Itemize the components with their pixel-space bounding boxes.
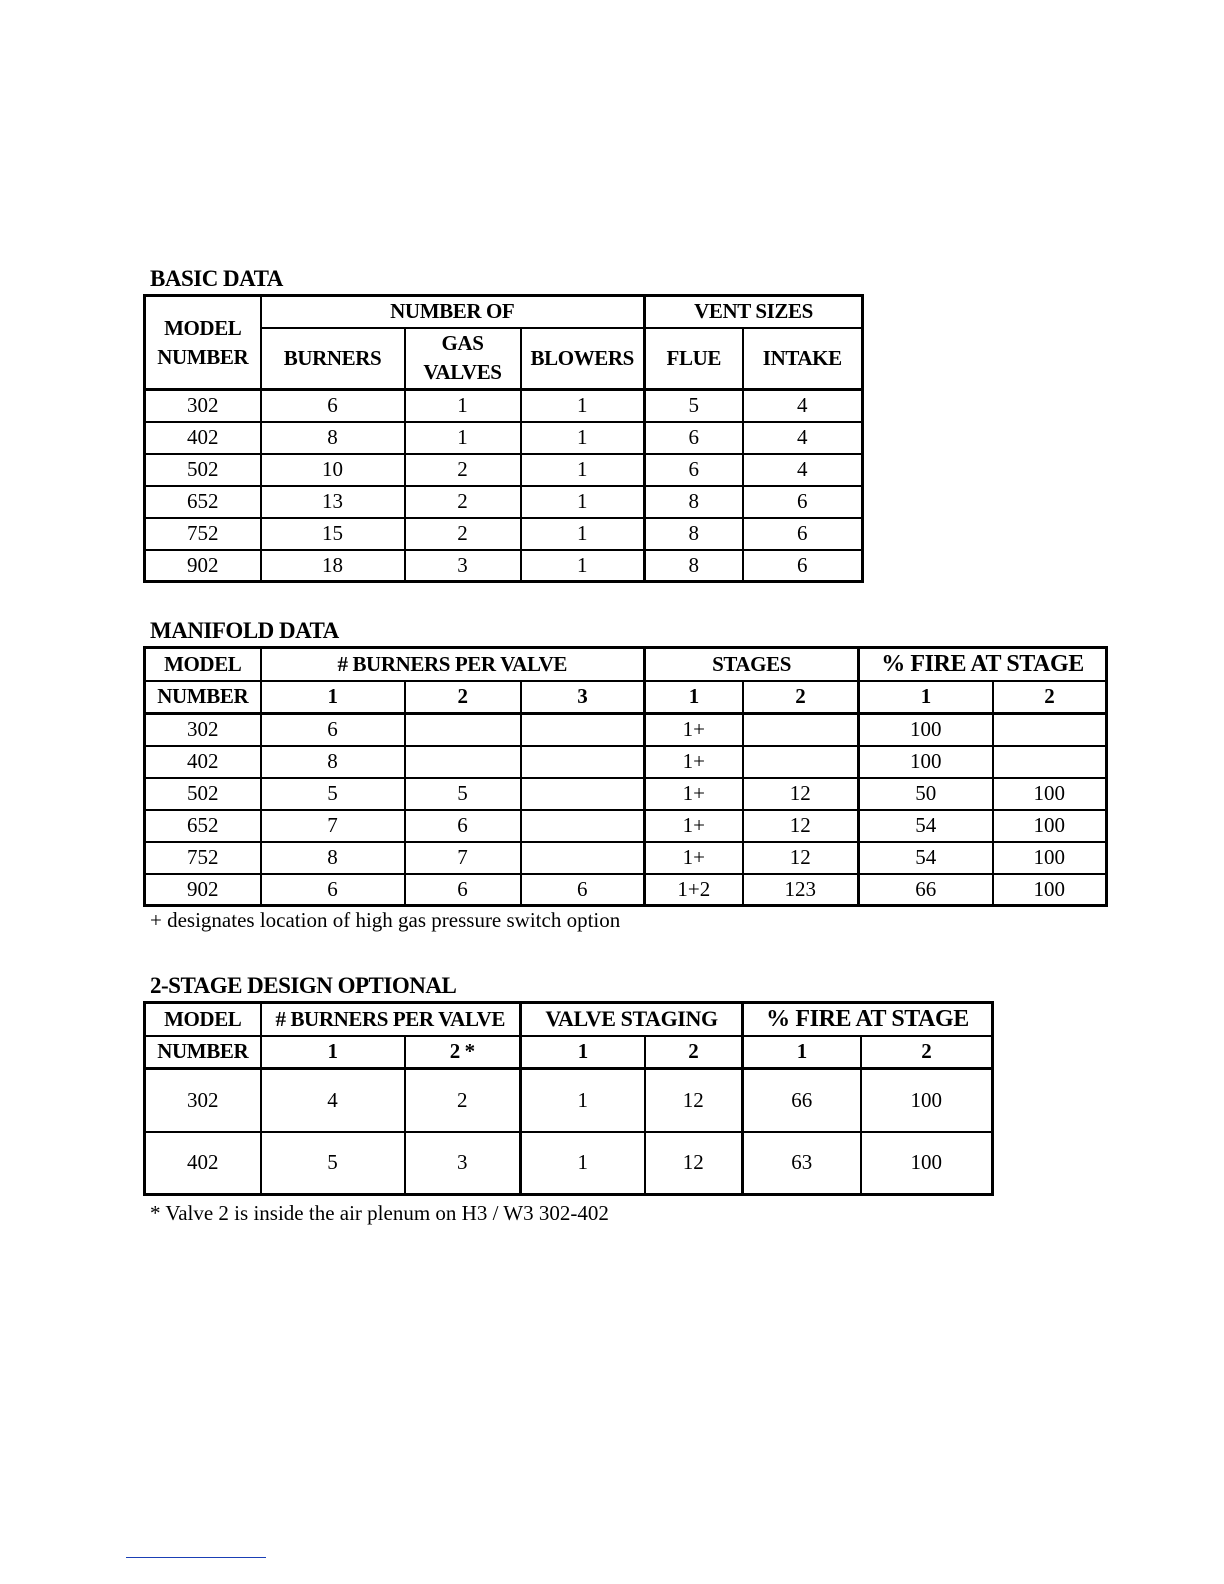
header-valve-staging: VALVE STAGING [521, 1003, 743, 1036]
header-stages: STAGES [645, 648, 859, 681]
subheader-staging-2: 2 [645, 1036, 743, 1069]
table-cell [993, 746, 1107, 778]
table-cell: 54 [859, 842, 993, 874]
subheader-valve-1: 1 [261, 681, 405, 714]
table-cell: 123 [743, 874, 859, 906]
table-cell: 100 [993, 810, 1107, 842]
table-cell: 100 [861, 1132, 993, 1195]
table-cell: 18 [261, 550, 405, 582]
table-cell: 2 [405, 518, 521, 550]
table-cell: 6 [645, 422, 743, 454]
model-number-cell: 752 [145, 518, 261, 550]
subheader-fire-2: 2 [861, 1036, 993, 1069]
table-cell: 4 [261, 1069, 405, 1132]
model-number-cell: 502 [145, 778, 261, 810]
subheader-staging-1: 1 [521, 1036, 645, 1069]
table-cell [521, 810, 645, 842]
table-cell: 6 [743, 550, 863, 582]
table-cell: 1 [521, 518, 645, 550]
table-cell: 1+ [645, 778, 743, 810]
table-cell: 1 [521, 1132, 645, 1195]
table-cell: 100 [993, 842, 1107, 874]
model-number-cell: 302 [145, 714, 261, 746]
table-cell: 12 [743, 842, 859, 874]
subheader-stage-2: 2 [743, 681, 859, 714]
header-blowers: BLOWERS [521, 328, 645, 390]
table-cell: 4 [743, 422, 863, 454]
header-fire-at-stage: % FIRE AT STAGE [743, 1003, 993, 1036]
header-number: NUMBER [145, 681, 261, 714]
table-cell: 5 [405, 778, 521, 810]
table-cell: 6 [521, 874, 645, 906]
subheader-fire-2: 2 [993, 681, 1107, 714]
header-model: MODEL [145, 648, 261, 681]
table-cell: 8 [645, 486, 743, 518]
table-row [145, 778, 1107, 810]
model-number-cell: 902 [145, 874, 261, 906]
table-cell: 6 [743, 486, 863, 518]
table-cell: 1 [521, 550, 645, 582]
footer-rule [126, 1557, 266, 1558]
table-row [145, 454, 863, 486]
model-number-cell: 402 [145, 746, 261, 778]
table-cell [405, 714, 521, 746]
table-cell [993, 714, 1107, 746]
table-cell: 8 [645, 550, 743, 582]
table-cell: 100 [859, 746, 993, 778]
table-cell: 12 [645, 1132, 743, 1195]
table-row [145, 550, 863, 582]
table-cell: 6 [743, 518, 863, 550]
table-cell: 66 [859, 874, 993, 906]
table-cell: 100 [859, 714, 993, 746]
table-cell: 5 [261, 778, 405, 810]
two-stage-table [143, 1001, 994, 1196]
table-row [145, 842, 1107, 874]
table-cell: 6 [261, 714, 405, 746]
table-row [145, 1069, 993, 1132]
two-stage-title: 2-STAGE DESIGN OPTIONAL [150, 973, 457, 998]
table-cell: 8 [261, 842, 405, 874]
table-cell: 3 [405, 550, 521, 582]
table-cell: 4 [743, 390, 863, 422]
subheader-fire-1: 1 [859, 681, 993, 714]
header-burners-per-valve: # BURNERS PER VALVE [261, 1003, 521, 1036]
table-cell: 50 [859, 778, 993, 810]
table-cell: 8 [261, 746, 405, 778]
table-cell: 1+ [645, 746, 743, 778]
table-cell: 1 [405, 422, 521, 454]
table-cell: 5 [261, 1132, 405, 1195]
table-cell: 63 [743, 1132, 861, 1195]
basic-data-title: BASIC DATA [150, 266, 283, 291]
table-cell: 3 [405, 1132, 521, 1195]
table-cell: 2 [405, 454, 521, 486]
table-cell [405, 746, 521, 778]
table-cell: 100 [993, 874, 1107, 906]
header-model-number: MODEL NUMBER [145, 296, 261, 390]
header-burners: BURNERS [261, 328, 405, 390]
table-row [145, 422, 863, 454]
table-cell: 4 [743, 454, 863, 486]
header-burners-per-valve: # BURNERS PER VALVE [261, 648, 645, 681]
table-cell: 6 [261, 390, 405, 422]
model-number-cell: 902 [145, 550, 261, 582]
subheader-valve-2: 2 [405, 681, 521, 714]
table-cell [743, 714, 859, 746]
table-cell: 1+ [645, 842, 743, 874]
model-number-cell: 652 [145, 486, 261, 518]
table-row [145, 874, 1107, 906]
table-row [145, 390, 863, 422]
table-cell: 1 [521, 1069, 645, 1132]
table-cell: 12 [743, 778, 859, 810]
table-cell: 6 [405, 810, 521, 842]
table-cell: 6 [405, 874, 521, 906]
table-cell: 1+ [645, 810, 743, 842]
table-cell: 6 [645, 454, 743, 486]
table-cell: 8 [261, 422, 405, 454]
basic-data-table [143, 294, 864, 583]
table-cell: 13 [261, 486, 405, 518]
table-cell: 1 [521, 422, 645, 454]
table-cell: 1 [521, 454, 645, 486]
table-cell: 2 [405, 1069, 521, 1132]
table-cell: 2 [405, 486, 521, 518]
table-row [145, 810, 1107, 842]
table-cell: 8 [645, 518, 743, 550]
table-cell: 7 [261, 810, 405, 842]
model-number-cell: 302 [145, 390, 261, 422]
table-cell [521, 778, 645, 810]
table-row [145, 714, 1107, 746]
header-model: MODEL [145, 1003, 261, 1036]
table-cell [521, 714, 645, 746]
subheader-stage-1: 1 [645, 681, 743, 714]
subheader-valve-1: 1 [261, 1036, 405, 1069]
header-number: NUMBER [145, 1036, 261, 1069]
table-cell: 12 [645, 1069, 743, 1132]
header-vent-sizes: VENT SIZES [645, 296, 863, 328]
subheader-valve-3: 3 [521, 681, 645, 714]
header-intake: INTAKE [743, 328, 863, 390]
table-cell: 5 [645, 390, 743, 422]
manifold-data-table [143, 646, 1108, 907]
subheader-valve-2: 2 * [405, 1036, 521, 1069]
table-cell: 100 [993, 778, 1107, 810]
model-number-cell: 502 [145, 454, 261, 486]
model-number-cell: 302 [145, 1069, 261, 1132]
table-cell: 1 [521, 486, 645, 518]
table-cell: 6 [261, 874, 405, 906]
table-cell: 100 [861, 1069, 993, 1132]
two-stage-note: * Valve 2 is inside the air plenum on H3 / W3 302-402 [150, 1201, 609, 1225]
header-flue: FLUE [645, 328, 743, 390]
table-cell: 7 [405, 842, 521, 874]
table-row [145, 518, 863, 550]
table-cell: 15 [261, 518, 405, 550]
subheader-fire-1: 1 [743, 1036, 861, 1069]
table-cell [521, 842, 645, 874]
table-cell: 1+2 [645, 874, 743, 906]
table-row [145, 746, 1107, 778]
table-cell: 10 [261, 454, 405, 486]
table-cell: 1 [521, 390, 645, 422]
table-cell: 12 [743, 810, 859, 842]
table-row [145, 486, 863, 518]
model-number-cell: 402 [145, 1132, 261, 1195]
manifold-data-title: MANIFOLD DATA [150, 618, 339, 643]
model-number-cell: 402 [145, 422, 261, 454]
table-cell [521, 746, 645, 778]
header-fire-at-stage: % FIRE AT STAGE [859, 648, 1107, 681]
table-cell [743, 746, 859, 778]
table-row [145, 1132, 993, 1195]
manifold-note: + designates location of high gas pressure switch option [150, 908, 621, 932]
model-number-cell: 752 [145, 842, 261, 874]
model-number-cell: 652 [145, 810, 261, 842]
table-cell: 66 [743, 1069, 861, 1132]
table-cell: 54 [859, 810, 993, 842]
table-cell: 1+ [645, 714, 743, 746]
header-number-of: NUMBER OF [261, 296, 645, 328]
header-gas-valves: GAS VALVES [405, 328, 521, 390]
table-cell: 1 [405, 390, 521, 422]
